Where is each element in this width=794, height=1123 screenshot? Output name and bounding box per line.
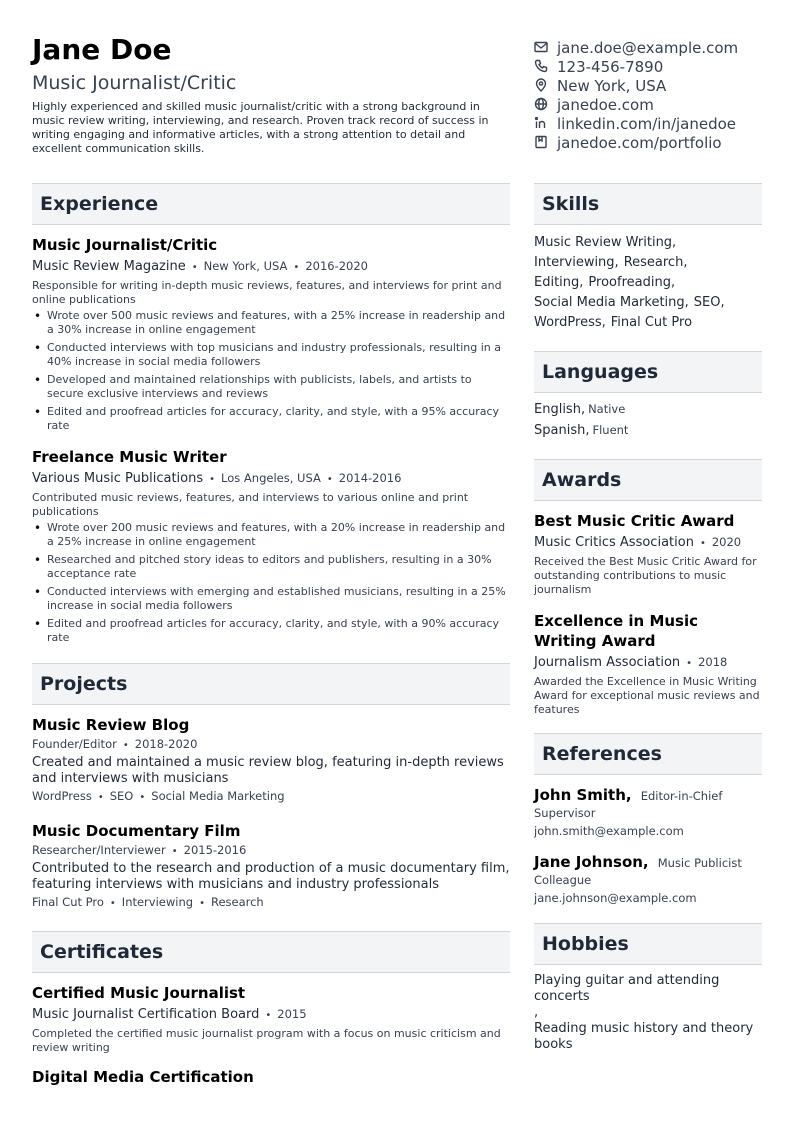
phone-icon	[534, 59, 550, 75]
skill-item: Social Media Marketing,	[534, 295, 689, 310]
job-title: Freelance Music Writer	[32, 448, 227, 466]
award-year: 2018	[698, 655, 728, 669]
skill-item: Research,	[623, 255, 688, 270]
skills-list	[534, 233, 762, 333]
contact-email-text: jane.doe@example.com	[557, 38, 739, 57]
contact-phone[interactable]	[534, 57, 774, 76]
project-title: Music Documentary Film	[32, 822, 241, 840]
section-experience-heading: Experience	[32, 183, 510, 225]
hobby-item: Reading music history and theory books	[534, 1021, 754, 1052]
reference-header	[534, 785, 762, 804]
skill-item: Editing,	[534, 275, 584, 290]
contact-list	[534, 38, 774, 152]
certificate-item	[32, 983, 510, 1055]
award-year: 2020	[711, 535, 742, 549]
project-role: Founder/Editor	[32, 737, 117, 751]
certificate-title: Digital Media Certification	[32, 1068, 254, 1086]
award-item	[534, 511, 762, 597]
certificate-title: Certified Music Journalist	[32, 984, 246, 1002]
contact-linkedin-text: linkedin.com/in/janedoe	[557, 114, 737, 133]
reference-role: Music Publicist	[657, 856, 742, 870]
job-dates: 2014-2016	[338, 471, 402, 485]
project-tag: Research	[210, 895, 264, 909]
language-level: Fluent	[592, 423, 629, 437]
bullet-item: • Edited and proofread articles for accuracy, clarity, and style, with a 95% accuracy rate	[32, 405, 510, 433]
reference-item	[534, 785, 762, 840]
certificate-item	[32, 1067, 510, 1087]
job-dates: 2016-2020	[305, 259, 368, 273]
language-level: Native	[588, 402, 626, 416]
project-tag: Social Media Marketing	[151, 789, 285, 803]
project-title: Music Review Blog	[32, 716, 190, 734]
candidate-title: Music Journalist/Critic	[32, 72, 237, 94]
project-tag: SEO	[109, 789, 134, 803]
project-item	[32, 821, 510, 913]
project-tag: WordPress	[32, 789, 92, 803]
project-dates: 2018-2020	[134, 737, 198, 751]
contact-linkedin[interactable]	[534, 114, 774, 133]
mail-icon	[534, 40, 550, 56]
project-tags: Final Cut Pro • Interviewing • Research	[32, 895, 264, 909]
section-hobbies-heading: Hobbies	[534, 923, 762, 965]
award-meta: Journalism Association • 2018	[534, 655, 728, 670]
project-tag: Final Cut Pro	[32, 895, 104, 909]
reference-item	[534, 852, 762, 907]
contact-website-text: janedoe.com	[557, 95, 654, 114]
project-meta: Founder/Editor • 2018-2020	[32, 737, 198, 751]
location-pin-icon	[534, 78, 550, 94]
section-languages-heading: Languages	[534, 351, 762, 393]
job-meta: Various Music Publications • Los Angeles, USA • 2014-2016	[32, 471, 402, 486]
reference-header	[534, 852, 762, 871]
left-column	[32, 183, 510, 1087]
job-description: Contributed music reviews, features, and interviews to various online and print publications	[32, 491, 469, 518]
language-item	[534, 420, 762, 441]
section-awards-heading: Awards	[534, 459, 762, 501]
experience-item	[32, 235, 510, 433]
project-dates: 2015-2016	[183, 843, 247, 857]
reference-relation: Supervisor	[534, 806, 596, 820]
certificate-year: 2015	[277, 1007, 307, 1021]
reference-role: Editor-in-Chief	[640, 789, 723, 803]
award-item	[534, 611, 762, 717]
project-description: Created and maintained a music review blog, featuring in-depth reviews and interviews with musicians	[32, 755, 504, 786]
portfolio-icon	[534, 135, 550, 151]
contact-portfolio-text: janedoe.com/portfolio	[557, 133, 722, 152]
job-description: Responsible for writing in-depth music reviews, features, and interviews for print and online publications	[32, 279, 502, 306]
skill-item: Final Cut Pro	[610, 315, 693, 330]
company-name: Music Review Magazine	[32, 259, 186, 274]
project-tags: WordPress • SEO • Social Media Marketing	[32, 789, 285, 803]
certificate-meta: Music Journalist Certification Board • 2015	[32, 1007, 307, 1022]
award-title: Best Music Critic Award	[534, 512, 735, 530]
hobby-item: Playing guitar and attending concerts	[534, 973, 720, 1004]
skill-item: Music Review Writing,	[534, 235, 677, 250]
job-bullets	[32, 521, 510, 645]
linkedin-icon	[534, 116, 550, 132]
reference-name: John Smith,	[534, 786, 632, 804]
resume-header	[32, 32, 510, 156]
project-role: Researcher/Interviewer	[32, 843, 166, 857]
bullet-item: • Conducted interviews with top musicians and industry professionals, resulting in a 40% increase in social media followers	[32, 341, 510, 369]
reference-email[interactable]: john.smith@example.com	[534, 824, 684, 838]
section-projects-heading: Projects	[32, 663, 510, 705]
reference-email[interactable]: jane.johnson@example.com	[534, 891, 697, 905]
bullet-item: • Researched and pitched story ideas to editors and publishers, resulting in a 30% acceptance rate	[32, 553, 510, 581]
globe-icon	[534, 97, 550, 113]
bullet-item: • Conducted interviews with emerging and established musicians, resulting in a 25% increase in social media followers	[32, 585, 510, 613]
languages-list	[534, 399, 762, 441]
contact-location	[534, 76, 774, 95]
skill-item: Interviewing,	[534, 255, 619, 270]
skill-item: WordPress,	[534, 315, 606, 330]
hobby-separator: ,	[534, 1005, 539, 1020]
bullet-item: • Edited and proofread articles for accuracy, clarity, and style, with a 90% accuracy rate	[32, 617, 510, 645]
award-issuer: Music Critics Association	[534, 535, 694, 550]
section-skills-heading: Skills	[534, 183, 762, 225]
summary-text: Highly experienced and skilled music journalist/critic with a strong background in music review writing, interviewing, and research. Proven track record of success in writing engaging and informative articles, with a strong attention to detail and excellent communication skills.	[32, 100, 489, 155]
contact-phone-text: 123-456-7890	[557, 57, 664, 76]
skill-item: Proofreading,	[588, 275, 676, 290]
job-bullets	[32, 309, 510, 433]
award-description: Awarded the Excellence in Music Writing Award for exceptional music reviews and features	[534, 675, 760, 716]
reference-name: Jane Johnson,	[534, 853, 649, 871]
job-location: Los Angeles, USA	[221, 471, 321, 485]
language-name: English,	[534, 402, 586, 417]
contact-website[interactable]	[534, 95, 774, 114]
skill-item: SEO,	[693, 295, 725, 310]
bullet-item: • Developed and maintained relationships with publicists, labels, and artists to secure exclusive interviews and reviews	[32, 373, 510, 401]
project-meta: Researcher/Interviewer • 2015-2016	[32, 843, 247, 857]
reference-relation: Colleague	[534, 873, 592, 887]
project-item	[32, 715, 510, 807]
bullet-item: • Wrote over 500 music reviews and features, with a 25% increase in readership and a 30% increase in online engagement	[32, 309, 510, 337]
right-column	[534, 183, 762, 1053]
award-title: Excellence in Music Writing Award	[534, 612, 699, 650]
language-item	[534, 399, 762, 420]
section-references-heading: References	[534, 733, 762, 775]
language-name: Spanish,	[534, 423, 590, 438]
contact-location-text: New York, USA	[557, 76, 667, 95]
job-location: New York, USA	[203, 259, 288, 273]
contact-email[interactable]	[534, 38, 774, 57]
contact-portfolio[interactable]	[534, 133, 774, 152]
company-name: Various Music Publications	[32, 471, 204, 486]
certificate-description: Completed the certified music journalist program with a focus on music criticism and review writing	[32, 1027, 501, 1054]
certificate-issuer: Music Journalist Certification Board	[32, 1007, 260, 1022]
award-description: Received the Best Music Critic Award for outstanding contributions to music journalism	[534, 555, 757, 596]
section-certificates-heading: Certificates	[32, 931, 510, 973]
award-issuer: Journalism Association	[534, 655, 681, 670]
project-tag: Interviewing	[121, 895, 194, 909]
hobbies-list	[534, 973, 762, 1053]
project-description: Contributed to the research and production of a music documentary film, featuring interviews with musicians and industry professionals	[32, 861, 510, 892]
job-title: Music Journalist/Critic	[32, 236, 218, 254]
job-meta: Music Review Magazine • New York, USA • 2016-2020	[32, 259, 368, 274]
bullet-item: • Wrote over 200 music reviews and features, with a 20% increase in readership and a 25% increase in online engagement	[32, 521, 510, 549]
candidate-name: Jane Doe	[32, 33, 172, 66]
experience-item	[32, 447, 510, 645]
award-meta: Music Critics Association • 2020	[534, 535, 742, 550]
